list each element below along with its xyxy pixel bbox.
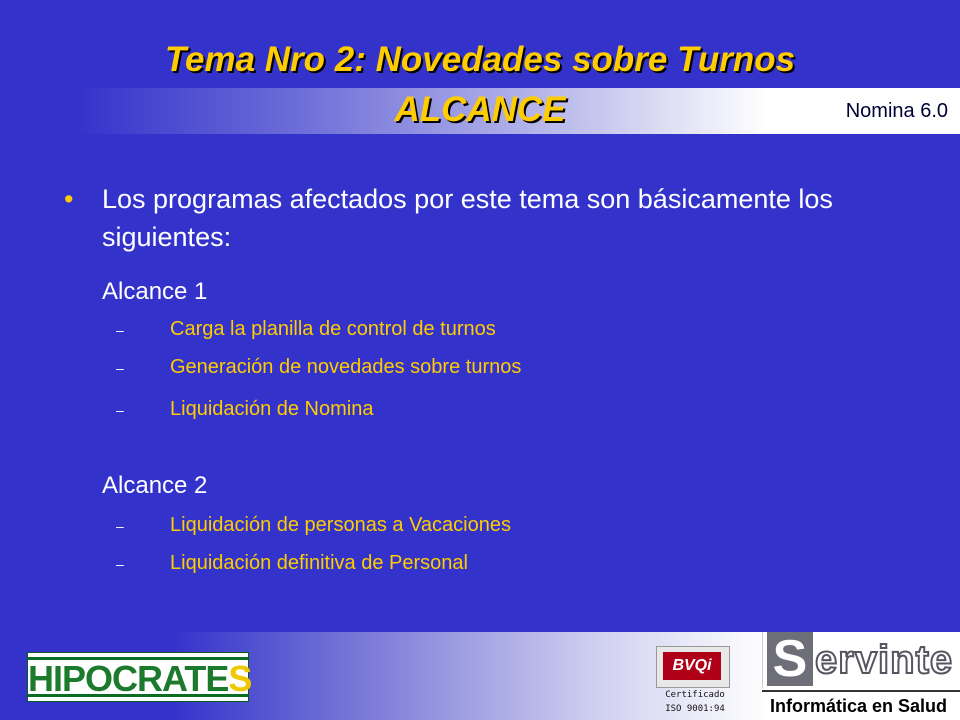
slide-title-line-1: Tema Nro 2: Novedades sobre Turnos: [164, 40, 796, 79]
servinte-logo-initial: S: [767, 632, 813, 686]
servinte-logo: [762, 632, 960, 688]
list-item-label: Liquidación definitiva de Personal: [170, 552, 468, 574]
list-item-label: Generación de novedades sobre turnos: [170, 356, 522, 378]
intro-text: Los programas afectados por este tema son básicamente los siguientes:: [102, 184, 833, 252]
list-item-label: Liquidación de personas a Vacaciones: [170, 514, 511, 536]
dash-bullet-icon: –: [116, 556, 124, 572]
servinte-logo-wordmark: ervinte: [815, 638, 954, 682]
bvqi-mark: BVQi: [663, 652, 721, 680]
servinte-tagline: Informática en Salud: [770, 696, 948, 716]
list-item-label: Carga la planilla de control de turnos: [170, 318, 496, 340]
bvqi-cert-logo: [656, 646, 730, 688]
servinte-tagline-box: [762, 690, 960, 720]
bullet-dot-icon: •: [64, 184, 74, 214]
section-heading-alcance-1: Alcance 1: [102, 278, 208, 305]
list-item-label: Liquidación de Nomina: [170, 398, 374, 420]
product-version-label: Nomina 6.0: [845, 100, 948, 122]
cert-standard-label: ISO 9001:94: [665, 704, 725, 714]
dash-bullet-icon: –: [116, 322, 124, 338]
cert-label: Certificado: [665, 690, 725, 700]
hipocrates-logo: [27, 652, 252, 702]
section-heading-alcance-2: Alcance 2: [102, 472, 208, 499]
hipocrates-logo-text: HIPOCRATES: [28, 658, 252, 699]
slide-title-line-2: ALCANCE: [394, 90, 566, 129]
dash-bullet-icon: –: [116, 402, 124, 418]
dash-bullet-icon: –: [116, 518, 124, 534]
dash-bullet-icon: –: [116, 360, 124, 376]
